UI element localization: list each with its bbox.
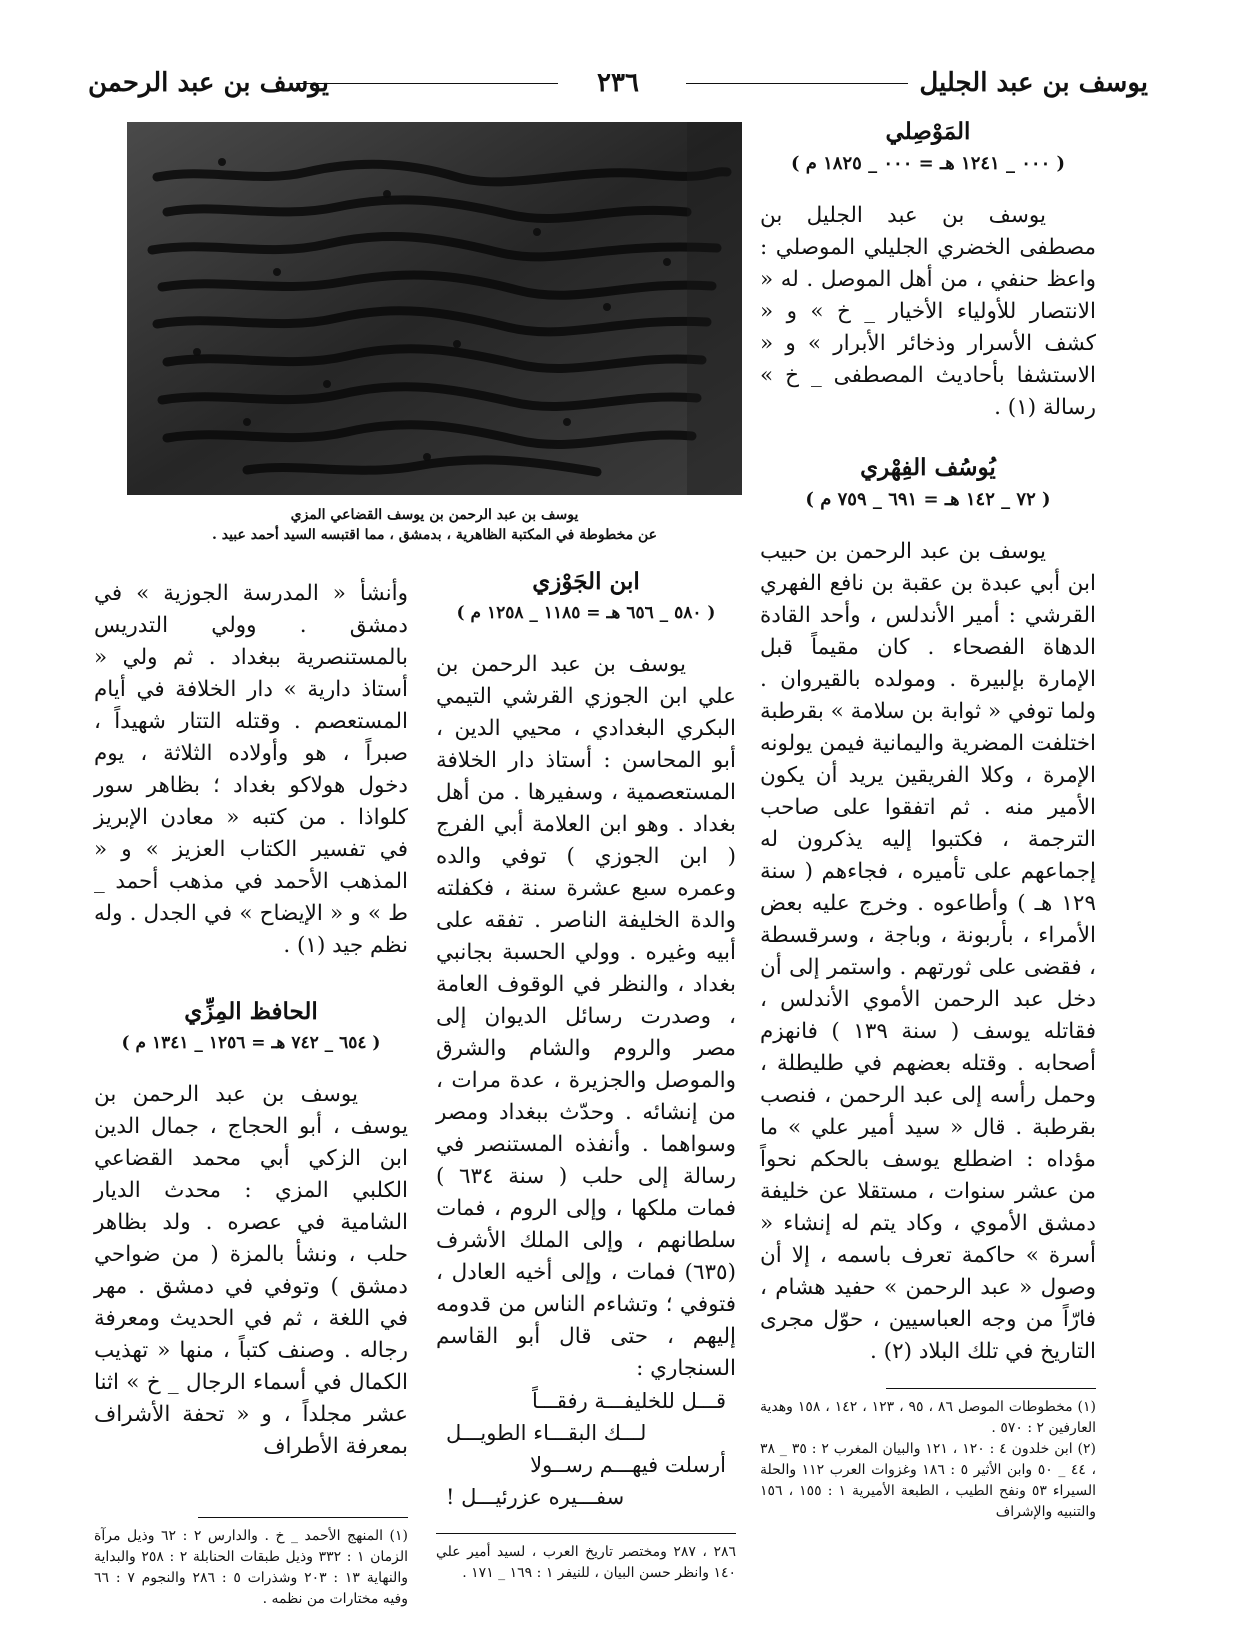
entry-dates-mawsili: ( ٠٠٠ _ ١٢٤١ هـ = ٠٠٠ _ ١٨٢٥ م )	[790, 153, 1066, 174]
image-caption	[127, 505, 742, 545]
entry-title-fihri: يُوسُف الفِهْري	[860, 454, 996, 481]
entry-title-mawsili: المَوْصِلي	[885, 118, 971, 145]
footnote-rule	[886, 1388, 1096, 1389]
left-column	[94, 578, 408, 1610]
manuscript-image	[127, 122, 742, 495]
footnote-rule	[436, 1533, 736, 1534]
entry-body-mawsili: يوسف بن عبد الجليل بن مصطفى الخضري الجليلي الموصلي : واعظ حنفي ، من أهل الموصل . له « الانتصار للأولياء الأخيار _ خ » و « كشف الأسرار وذخائر الأبرار » و « الاستشفا بأحاديث المصطفى _ خ » رسالة (١) .	[760, 203, 1096, 420]
page-number: ٢٣٦	[597, 68, 639, 98]
header-rule-right	[686, 83, 908, 84]
footnote-1: (١) مخطوطات الموصل ٨٦ ، ٩٥ ، ١٢٣ ، ١٤٢ ، ١٥٨ وهدية العارفين ٢ : ٥٧٠ .	[760, 1399, 1096, 1436]
verse-line-3	[446, 1449, 726, 1481]
entry-body-fihri: يوسف بن عبد الرحمن بن حبيب ابن أبي عبدة بن عقبة بن نافع الفهري القرشي : أمير الأندلس ، وأحد القادة الدهاة الفصحاء . كان مقيماً قبل الإمارة بإلبيرة . ومولده بالقيروان . ولما توفي « ثوابة بن سلامة » بقرطبة اختلفت المضرية واليمانية فيمن يولونه الإمرة ، وكلا الفريقين يريد أن يكون الأمير منه . ثم اتفقوا على صاحب الترجمة ، فكتبوا إليه يذكرون له إجماعهم على تأميره ، فجاءهم ( سنة ١٢٩ هـ ) وأطاعوه . وخرج عليه بعض الأمراء ، بأربونة ، وباجة ، وسرقسطة ، فقضى على ثورتهم . واستمر إلى أن دخل عبد الرحمن الأموي الأندلس ، فقاتله يوسف ( سنة ١٣٩ ) فانهزم أصحابه . وقتله بعضهم في طليطلة ، وحمل رأسه إلى عبد الرحمن ، فنصب بقرطبة . قال « سيد أمير علي » ما مؤداه : اضطلع يوسف بالحكم نحواً من عشر سنوات ، مستقلا عن خليفة دمشق الأموي ، وكاد يتم له إنشاء « أسرة » حاكمة تعرف باسمه ، إلا أن وصول « عبد الرحمن » حفيد هشام ، فارّاً من وجه العباسيين ، حوّل مجرى التاريخ في تلك البلاد (٢) .	[759, 539, 1096, 1364]
entry-dates-mizzi: ( ٦٥٤ _ ٧٤٢ هـ = ١٢٥٦ _ ١٣٤١ م )	[121, 1033, 381, 1053]
verse-hemistich: قـــل للخليفـــة رفقـــاً	[532, 1389, 726, 1413]
footnote-left: (١) المنهج الأحمد _ خ . والدارس ٢ : ٦٢ وذيل مرآة الزمان ١ : ٣٣٢ وذيل طبقات الحنابلة ٢ : ٢٥٨ والبداية والنهاية ١٣ : ٢٠٣ وشذرات ٥ : ٢٨٦ والنجوم ٧ : ٦٦ وفيه مختارات من نظمه .	[94, 1528, 409, 1607]
entry-body-mizzi: يوسف بن عبد الرحمن بن يوسف ، أبو الحجاج ، جمال الدين ابن الزكي أبي محمد القضاعي الكلبي المزي : محدث الديار الشامية في عصره . ولد بظاهر حلب ، ونشأ بالمزة ( من ضواحي دمشق ) وتوفي في دمشق . مهر في اللغة ، ثم في الحديث ومعرفة رجاله . وصنف كتباً ، منها « تهذيب الكمال في أسماء الرجال _ خ » اثنا عشر مجلداً ، و « تحفة الأشراف بمعرفة الأطراف	[94, 1082, 408, 1459]
entry-title-mizzi: الحافظ المِزِّي	[184, 998, 318, 1025]
verse-hemistich: لـــك البقـــاء الطويـــل	[446, 1421, 647, 1445]
running-header	[88, 62, 1148, 102]
right-column	[760, 118, 1096, 1523]
header-left-title: يوسف بن عبد الرحمن	[88, 68, 329, 98]
header-right-title: يوسف بن عبد الجليل	[919, 68, 1148, 98]
middle-column	[436, 568, 736, 1584]
entry-dates-jawzi: ( ٥٨٠ _ ٦٥٦ هـ = ١١٨٥ _ ١٢٥٨ م )	[456, 603, 716, 623]
entry-body-jawzi: يوسف بن عبد الرحمن بن علي ابن الجوزي القرشي التيمي البكري البغدادي ، محيي الدين ، أبو المحاسن : أستاذ دار الخلافة المستعصمية ، وسفيرها . من أهل بغداد . وهو ابن العلامة أبي الفرج ( ابن الجوزي ) توفي والده وعمره سبع عشرة سنة ، فكفلته والدة الخليفة الناصر . تفقه على أبيه وغيره . وولي الحسبة بجانبي بغداد ، والنظر في الوقوف العامة ، وصدرت رسائل الديوان إلى مصر والروم والشام والشرق والموصل والجزيرة ، عدة مرات ، من إنشائه . وحدّث ببغداد ومصر وسواهما . وأنفذه المستنصر في رسالة إلى حلب ( سنة ٦٣٤ ) فمات ملكها ، وإلى الروم ، فمات سلطانهم ، وإلى الملك الأشرف (٦٣٥) فمات ، وإلى أخيه العادل ، فتوفي ؛ وتشاءم الناس من قدومه إليهم ، حتى قال أبو القاسم السنجاري :	[436, 652, 736, 1381]
caption-line-2: عن مخطوطة في المكتبة الظاهرية ، بدمشق ، مما اقتبسه السيد أحمد عبيد .	[211, 527, 658, 543]
header-rule-left	[296, 83, 558, 84]
footnote-2: (٢) ابن خلدون ٤ : ١٢٠ ، ١٢١ والبيان المغرب ٢ : ٣٥ _ ٣٨ ، ٤٤ _ ٥٠ وابن الأثير ٥ : ١٨٦ وغزوات العرب ١١٢ والحلة السيراء ٥٣ ونفح الطيب ، الطبعة الأميرية ١ : ١٥٥ ، ١٥٦ والتنبيه والإشراف	[760, 1441, 1096, 1520]
caption-line-1: يوسف بن عبد الرحمن بن يوسف القضاعي المزي	[290, 507, 579, 523]
verse-hemistich: أرسلت فيهـــم رســولا	[530, 1453, 726, 1477]
entry-title-jawzi: ابن الجَوْزي	[532, 568, 640, 595]
entry-body-jawzi-continued: وأنشأ « المدرسة الجوزية » في دمشق . وولي التدريس بالمستنصرية ببغداد . ثم ولي « أستاذ دارية » دار الخلافة في أيام المستعصم . وقتله التتار شهيداً ، صبراً ، هو وأولاده الثلاثة ، يوم دخول هولاكو بغداد ؛ بظاهر سور كلواذا . من كتبه « معادن الإبريز في تفسير الكتاب العزيز » و « المذهب الأحمد في مذهب أحمد _ ط » و « الإيضاح » في الجدل . وله نظم جيد (١) .	[94, 581, 408, 958]
verse-line-1	[446, 1385, 726, 1417]
entry-dates-fihri: ( ٧٢ _ ١٤٢ هـ = ٦٩١ _ ٧٥٩ م )	[805, 489, 1051, 510]
footnote-rule	[198, 1517, 408, 1518]
footnote-continued: ٢٨٦ ، ٢٨٧ ومختصر تاريخ العرب ، لسيد أمير علي ١٤٠ وانظر حسن البيان ، للنيفر ١ : ١٦٩ _ ١٧١ .	[436, 1544, 736, 1581]
verse-line-2	[446, 1417, 726, 1449]
verse-line-4	[446, 1481, 726, 1513]
poem-verse	[436, 1385, 736, 1513]
verse-hemistich: سفـــيره عزرئيـــل !	[446, 1485, 625, 1509]
